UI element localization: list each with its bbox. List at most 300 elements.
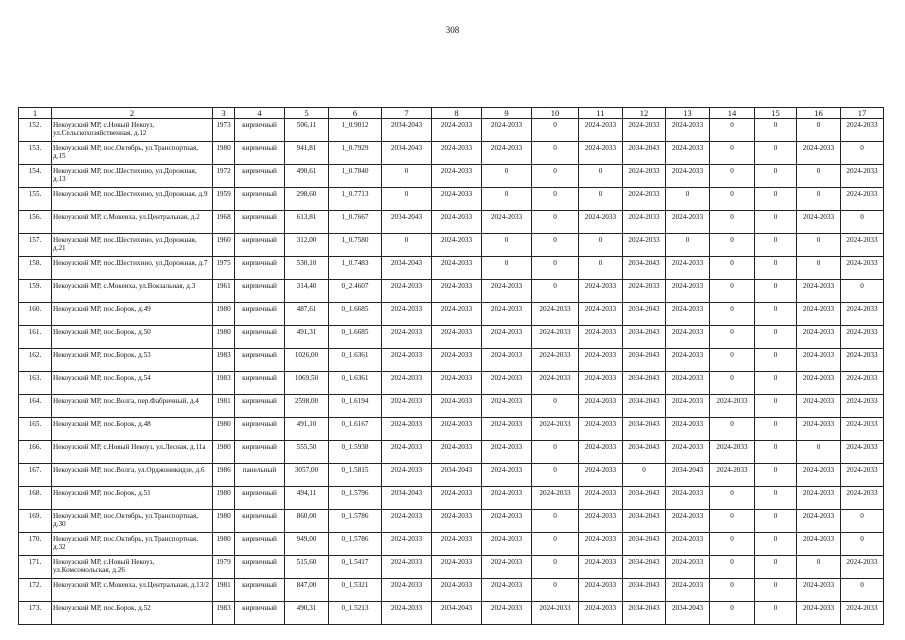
table-cell: кирпичный: [235, 418, 285, 441]
table-cell: 1026,00: [285, 349, 329, 372]
table-cell: 2034-2043: [382, 142, 432, 165]
table-cell: 0: [710, 487, 755, 510]
table-cell: 2024-2033: [432, 372, 482, 395]
table-row: [19, 349, 884, 372]
table-cell: 2024-2033: [710, 395, 755, 418]
table-cell: 2034-2043: [382, 487, 432, 510]
address-cell: Некоузский МР, пос.Борок, д.50: [52, 326, 213, 349]
table-cell: 0: [755, 510, 797, 533]
table-cell: 0: [710, 142, 755, 165]
table-cell: 2024-2033: [666, 142, 710, 165]
row-number-cell: 166.: [19, 441, 52, 464]
table-cell: 2024-2033: [841, 165, 884, 188]
table-cell: 0: [710, 326, 755, 349]
table-cell: 1980: [213, 142, 235, 165]
table-cell: 1980: [213, 326, 235, 349]
table-cell: кирпичный: [235, 142, 285, 165]
table-cell: 2024-2033: [841, 303, 884, 326]
table-cell: 2024-2033: [579, 556, 623, 579]
table-cell: 0: [532, 441, 579, 464]
table-cell: кирпичный: [235, 349, 285, 372]
table-cell: 2024-2033: [841, 556, 884, 579]
table-cell: 0: [841, 142, 884, 165]
table-cell: 0: [755, 395, 797, 418]
page-number: 308: [445, 25, 460, 35]
table-row: [19, 556, 884, 579]
table-cell: 1961: [213, 280, 235, 303]
table-cell: 2024-2033: [579, 395, 623, 418]
table-cell: 2034-2043: [623, 418, 666, 441]
table-row: [19, 188, 884, 211]
table-cell: 2024-2033: [579, 418, 623, 441]
address-cell: Некоузский МР, с.Мокеиха, ул.Вокзальная, д.3: [52, 280, 213, 303]
table-cell: 1_0.7483: [329, 257, 382, 280]
table-cell: 0: [382, 234, 432, 257]
table-cell: 0: [755, 142, 797, 165]
table-cell: 2024-2033: [482, 579, 532, 602]
table-cell: 0: [797, 165, 841, 188]
table-cell: 0: [482, 234, 532, 257]
column-header-3: 3: [213, 108, 235, 119]
column-header-5: 5: [285, 108, 329, 119]
header-row: [19, 108, 884, 119]
table-cell: кирпичный: [235, 441, 285, 464]
table-cell: кирпичный: [235, 602, 285, 625]
column-header-15: 15: [755, 108, 797, 119]
row-number-cell: 157.: [19, 234, 52, 257]
table-cell: 0_1.6194: [329, 395, 382, 418]
table-cell: панельный: [235, 464, 285, 487]
table-cell: 0: [710, 280, 755, 303]
table-cell: 2024-2033: [666, 326, 710, 349]
column-header-1: 1: [19, 108, 52, 119]
table-cell: 0: [532, 165, 579, 188]
table-cell: 0_1.6361: [329, 372, 382, 395]
table-cell: 2024-2033: [623, 165, 666, 188]
table-cell: кирпичный: [235, 487, 285, 510]
table-cell: 2024-2033: [482, 303, 532, 326]
table-cell: 0: [755, 556, 797, 579]
table-row: [19, 464, 884, 487]
table-cell: 2034-2043: [623, 487, 666, 510]
address-cell: Некоузский МР, пос.Шестихино, ул.Дорожная, д.13: [52, 165, 213, 188]
table-cell: 2024-2033: [382, 349, 432, 372]
table-cell: 860,00: [285, 510, 329, 533]
table-cell: 2024-2033: [382, 602, 432, 625]
table-cell: кирпичный: [235, 211, 285, 234]
row-number-cell: 158.: [19, 257, 52, 280]
table-cell: 2034-2043: [382, 119, 432, 142]
table-cell: 0: [532, 464, 579, 487]
table-cell: 2024-2033: [579, 579, 623, 602]
table-cell: 1973: [213, 119, 235, 142]
address-cell: Некоузский МР, пос.Борок, д.51: [52, 487, 213, 510]
table-row: [19, 326, 884, 349]
table-cell: 2024-2033: [666, 257, 710, 280]
table-cell: 2024-2033: [579, 119, 623, 142]
table-cell: 2024-2033: [532, 303, 579, 326]
table-cell: 0: [710, 579, 755, 602]
table-cell: 0: [710, 119, 755, 142]
table-cell: 2024-2033: [797, 533, 841, 556]
table-row: [19, 234, 884, 257]
table-row: [19, 165, 884, 188]
table-cell: 0: [532, 395, 579, 418]
table-cell: 1968: [213, 211, 235, 234]
table-cell: 2024-2033: [666, 372, 710, 395]
table-row: [19, 280, 884, 303]
table-cell: 2024-2033: [666, 510, 710, 533]
table-cell: 0: [579, 257, 623, 280]
table-cell: 0: [579, 188, 623, 211]
table-cell: 1975: [213, 257, 235, 280]
table-cell: 2034-2043: [623, 142, 666, 165]
row-number-cell: 171.: [19, 556, 52, 579]
table-cell: 2024-2033: [482, 349, 532, 372]
table-cell: 2024-2033: [797, 303, 841, 326]
table-cell: 2024-2033: [841, 257, 884, 280]
table-cell: 0: [755, 441, 797, 464]
column-header-8: 8: [432, 108, 482, 119]
table-row: [19, 372, 884, 395]
table-cell: 2024-2033: [482, 395, 532, 418]
table-cell: 2034-2043: [623, 510, 666, 533]
table-cell: 2024-2033: [432, 349, 482, 372]
row-number-cell: 154.: [19, 165, 52, 188]
table-cell: 2024-2033: [797, 418, 841, 441]
table-cell: 0: [666, 188, 710, 211]
table-cell: 2024-2033: [841, 188, 884, 211]
row-number-cell: 156.: [19, 211, 52, 234]
table-cell: 2024-2033: [579, 372, 623, 395]
table-cell: 1960: [213, 234, 235, 257]
table-cell: 2024-2033: [382, 510, 432, 533]
housing-register-table: [18, 107, 884, 625]
table-row: [19, 441, 884, 464]
table-cell: 2024-2033: [482, 441, 532, 464]
table-cell: 2024-2033: [579, 349, 623, 372]
table-cell: 2024-2033: [666, 556, 710, 579]
table-row: [19, 119, 884, 142]
table-cell: 0: [710, 349, 755, 372]
table-cell: 2024-2033: [666, 303, 710, 326]
table-row: [19, 303, 884, 326]
table-cell: 2024-2033: [666, 119, 710, 142]
table-cell: 2024-2033: [666, 579, 710, 602]
row-number-cell: 163.: [19, 372, 52, 395]
table-cell: 1986: [213, 464, 235, 487]
table-cell: 2024-2033: [532, 602, 579, 625]
table-cell: 2034-2043: [623, 349, 666, 372]
column-header-14: 14: [710, 108, 755, 119]
table-cell: 0_2.4607: [329, 280, 382, 303]
row-number-cell: 152.: [19, 119, 52, 142]
table-cell: 0: [532, 533, 579, 556]
table-row: [19, 487, 884, 510]
table-cell: 2024-2033: [666, 280, 710, 303]
table-cell: 2024-2033: [432, 510, 482, 533]
table-cell: 2024-2033: [532, 326, 579, 349]
address-cell: Некоузский МР, пос.Октябрь, ул.Транспортная, д.32: [52, 533, 213, 556]
table-cell: 2024-2033: [579, 326, 623, 349]
table-cell: 0_1.6685: [329, 326, 382, 349]
table-cell: 0: [710, 510, 755, 533]
column-header-17: 17: [841, 108, 884, 119]
column-header-2: 2: [52, 108, 213, 119]
table-cell: 2024-2033: [382, 280, 432, 303]
table-cell: 2024-2033: [579, 487, 623, 510]
table-cell: 2024-2033: [382, 441, 432, 464]
table-cell: 941,81: [285, 142, 329, 165]
address-cell: Некоузский МР, пос.Волга, пер.Фабричный, д.4: [52, 395, 213, 418]
table-cell: 0: [755, 464, 797, 487]
address-cell: Некоузский МР, пос.Борок, д.52: [52, 602, 213, 625]
table-cell: 2024-2033: [482, 280, 532, 303]
table-cell: 515,60: [285, 556, 329, 579]
table-cell: 2024-2033: [432, 188, 482, 211]
table-cell: кирпичный: [235, 579, 285, 602]
table-cell: 2034-2043: [382, 211, 432, 234]
table-cell: 312,00: [285, 234, 329, 257]
table-cell: 1972: [213, 165, 235, 188]
row-number-cell: 165.: [19, 418, 52, 441]
table-cell: 298,60: [285, 188, 329, 211]
column-header-11: 11: [579, 108, 623, 119]
table-cell: 0_1.6167: [329, 418, 382, 441]
table-cell: 0_1.5796: [329, 487, 382, 510]
table-cell: 2024-2033: [432, 142, 482, 165]
table-cell: кирпичный: [235, 510, 285, 533]
row-number-cell: 159.: [19, 280, 52, 303]
table-cell: 3057,00: [285, 464, 329, 487]
row-number-cell: 160.: [19, 303, 52, 326]
table-cell: 2024-2033: [579, 142, 623, 165]
row-number-cell: 155.: [19, 188, 52, 211]
address-cell: Некоузский МР, с.Мокеиха, ул.Центральная, д.13/2: [52, 579, 213, 602]
table-cell: 0: [755, 280, 797, 303]
table-cell: 2024-2033: [432, 556, 482, 579]
table-cell: 1_0.7667: [329, 211, 382, 234]
table-cell: 0: [710, 303, 755, 326]
table-cell: 2024-2033: [797, 211, 841, 234]
table-cell: 0: [755, 418, 797, 441]
table-cell: 2024-2033: [432, 579, 482, 602]
table-cell: 494,11: [285, 487, 329, 510]
table-cell: 0: [755, 326, 797, 349]
address-cell: Некоузский МР, с.Новый Некоуз, ул.Сельскохозяйственная, д.12: [52, 119, 213, 142]
row-number-cell: 169.: [19, 510, 52, 533]
table-row: [19, 257, 884, 280]
table-cell: 0: [841, 579, 884, 602]
table-cell: 2024-2033: [579, 280, 623, 303]
table-cell: 1980: [213, 487, 235, 510]
table-cell: 2598,00: [285, 395, 329, 418]
table-cell: 2024-2033: [579, 533, 623, 556]
column-header-12: 12: [623, 108, 666, 119]
table-cell: кирпичный: [235, 556, 285, 579]
table-cell: 1980: [213, 418, 235, 441]
table-cell: кирпичный: [235, 303, 285, 326]
table-cell: 2024-2033: [841, 418, 884, 441]
table-cell: 2024-2033: [382, 556, 432, 579]
table-cell: 2024-2033: [797, 602, 841, 625]
table-cell: 2024-2033: [382, 579, 432, 602]
table-cell: 2024-2033: [623, 211, 666, 234]
table-cell: 1_0.7929: [329, 142, 382, 165]
table-cell: 1983: [213, 349, 235, 372]
table-cell: 2024-2033: [797, 280, 841, 303]
table-cell: 2024-2033: [841, 349, 884, 372]
table-cell: 0: [797, 257, 841, 280]
table-cell: 2024-2033: [382, 372, 432, 395]
table-cell: 0: [755, 119, 797, 142]
table-cell: 1_0.9012: [329, 119, 382, 142]
table-cell: 2024-2033: [710, 441, 755, 464]
table-cell: 2024-2033: [432, 234, 482, 257]
table-cell: 0: [532, 280, 579, 303]
table-cell: кирпичный: [235, 533, 285, 556]
table-cell: 2034-2043: [666, 602, 710, 625]
column-header-4: 4: [235, 108, 285, 119]
table-cell: 2024-2033: [797, 142, 841, 165]
table-cell: 2024-2033: [432, 533, 482, 556]
table-cell: 2024-2033: [482, 464, 532, 487]
table-cell: 0: [797, 556, 841, 579]
table-cell: 0: [755, 165, 797, 188]
table-cell: 0: [482, 188, 532, 211]
table-cell: 0: [482, 165, 532, 188]
table-cell: 2024-2033: [841, 487, 884, 510]
table-cell: 2024-2033: [532, 487, 579, 510]
row-number-cell: 167.: [19, 464, 52, 487]
table-cell: 0: [710, 602, 755, 625]
table-cell: кирпичный: [235, 188, 285, 211]
table-cell: 2034-2043: [432, 602, 482, 625]
table-cell: 0: [755, 579, 797, 602]
table-cell: 0: [710, 234, 755, 257]
row-number-cell: 164.: [19, 395, 52, 418]
table-cell: 1980: [213, 510, 235, 533]
table-cell: 2024-2033: [382, 395, 432, 418]
table-cell: 1981: [213, 579, 235, 602]
table-cell: кирпичный: [235, 280, 285, 303]
table-cell: 490,61: [285, 165, 329, 188]
address-cell: Некоузский МР, с.Новый Некоуз, ул.Лесная, д.11а: [52, 441, 213, 464]
table-cell: 2024-2033: [579, 510, 623, 533]
table-cell: 2024-2033: [666, 349, 710, 372]
table-cell: 1959: [213, 188, 235, 211]
table-cell: 1_0.7840: [329, 165, 382, 188]
table-cell: 949,00: [285, 533, 329, 556]
table-cell: 2024-2033: [579, 211, 623, 234]
table-cell: 1_0.7713: [329, 188, 382, 211]
table-cell: 0: [710, 188, 755, 211]
column-header-13: 13: [666, 108, 710, 119]
table-cell: 2024-2033: [482, 533, 532, 556]
table-cell: 2024-2033: [432, 280, 482, 303]
table-cell: 487,61: [285, 303, 329, 326]
address-cell: Некоузский МР, с.Новый Некоуз, ул.Комсомольская, д.26: [52, 556, 213, 579]
table-cell: 0: [755, 372, 797, 395]
table-cell: 0_1.5786: [329, 533, 382, 556]
table-cell: 0_1.5213: [329, 602, 382, 625]
address-cell: Некоузский МР, пос.Октябрь, ул.Транспортная, д.30: [52, 510, 213, 533]
row-number-cell: 172.: [19, 579, 52, 602]
table-cell: 2024-2033: [432, 303, 482, 326]
table-cell: 2024-2033: [623, 280, 666, 303]
table-cell: 0: [532, 556, 579, 579]
table-cell: 2034-2043: [623, 441, 666, 464]
table-cell: 490,31: [285, 602, 329, 625]
table-cell: 2024-2033: [579, 303, 623, 326]
address-cell: Некоузский МР, пос.Октябрь, ул.Транспортная, д.15: [52, 142, 213, 165]
table-cell: 2024-2033: [432, 211, 482, 234]
table-cell: 0: [797, 188, 841, 211]
address-cell: Некоузский МР, пос.Борок, д.48: [52, 418, 213, 441]
table-cell: 491,10: [285, 418, 329, 441]
table-cell: кирпичный: [235, 234, 285, 257]
table-cell: 0: [382, 188, 432, 211]
table-cell: кирпичный: [235, 165, 285, 188]
table-cell: 2024-2033: [482, 119, 532, 142]
table-cell: 0: [710, 372, 755, 395]
table-cell: 847,00: [285, 579, 329, 602]
table-cell: 2024-2033: [623, 188, 666, 211]
table-cell: 2024-2033: [666, 487, 710, 510]
table-cell: 2024-2033: [623, 119, 666, 142]
table-cell: 2024-2033: [482, 510, 532, 533]
table-cell: 0: [755, 234, 797, 257]
table-cell: 2024-2033: [482, 142, 532, 165]
table-cell: 0: [841, 211, 884, 234]
table-cell: 0_1.5321: [329, 579, 382, 602]
table-cell: 2024-2033: [482, 372, 532, 395]
table-cell: 506,11: [285, 119, 329, 142]
table-cell: 2034-2043: [432, 464, 482, 487]
table-cell: 1983: [213, 372, 235, 395]
table-cell: 2024-2033: [797, 349, 841, 372]
table-cell: 2024-2033: [482, 487, 532, 510]
table-cell: 0: [841, 510, 884, 533]
table-cell: 1_0.7580: [329, 234, 382, 257]
row-number-cell: 161.: [19, 326, 52, 349]
table-cell: 0_1.5938: [329, 441, 382, 464]
table-cell: 2024-2033: [797, 326, 841, 349]
table-cell: 0: [532, 510, 579, 533]
table-cell: 2034-2043: [623, 257, 666, 280]
row-number-cell: 153.: [19, 142, 52, 165]
table-cell: 2024-2033: [666, 418, 710, 441]
table-cell: 0: [755, 349, 797, 372]
table-row: [19, 533, 884, 556]
table-cell: 2024-2033: [841, 602, 884, 625]
table-cell: 2024-2033: [382, 533, 432, 556]
row-number-cell: 162.: [19, 349, 52, 372]
table-cell: 0_1.6361: [329, 349, 382, 372]
table-cell: 0: [755, 487, 797, 510]
column-header-7: 7: [382, 108, 432, 119]
table-cell: 0: [710, 165, 755, 188]
table-cell: 2024-2033: [482, 602, 532, 625]
table-cell: 0: [666, 234, 710, 257]
row-number-cell: 173.: [19, 602, 52, 625]
table-cell: 2024-2033: [382, 303, 432, 326]
column-header-10: 10: [532, 108, 579, 119]
table-cell: 1980: [213, 441, 235, 464]
table-cell: 0: [755, 188, 797, 211]
table-cell: 2024-2033: [482, 418, 532, 441]
column-header-16: 16: [797, 108, 841, 119]
